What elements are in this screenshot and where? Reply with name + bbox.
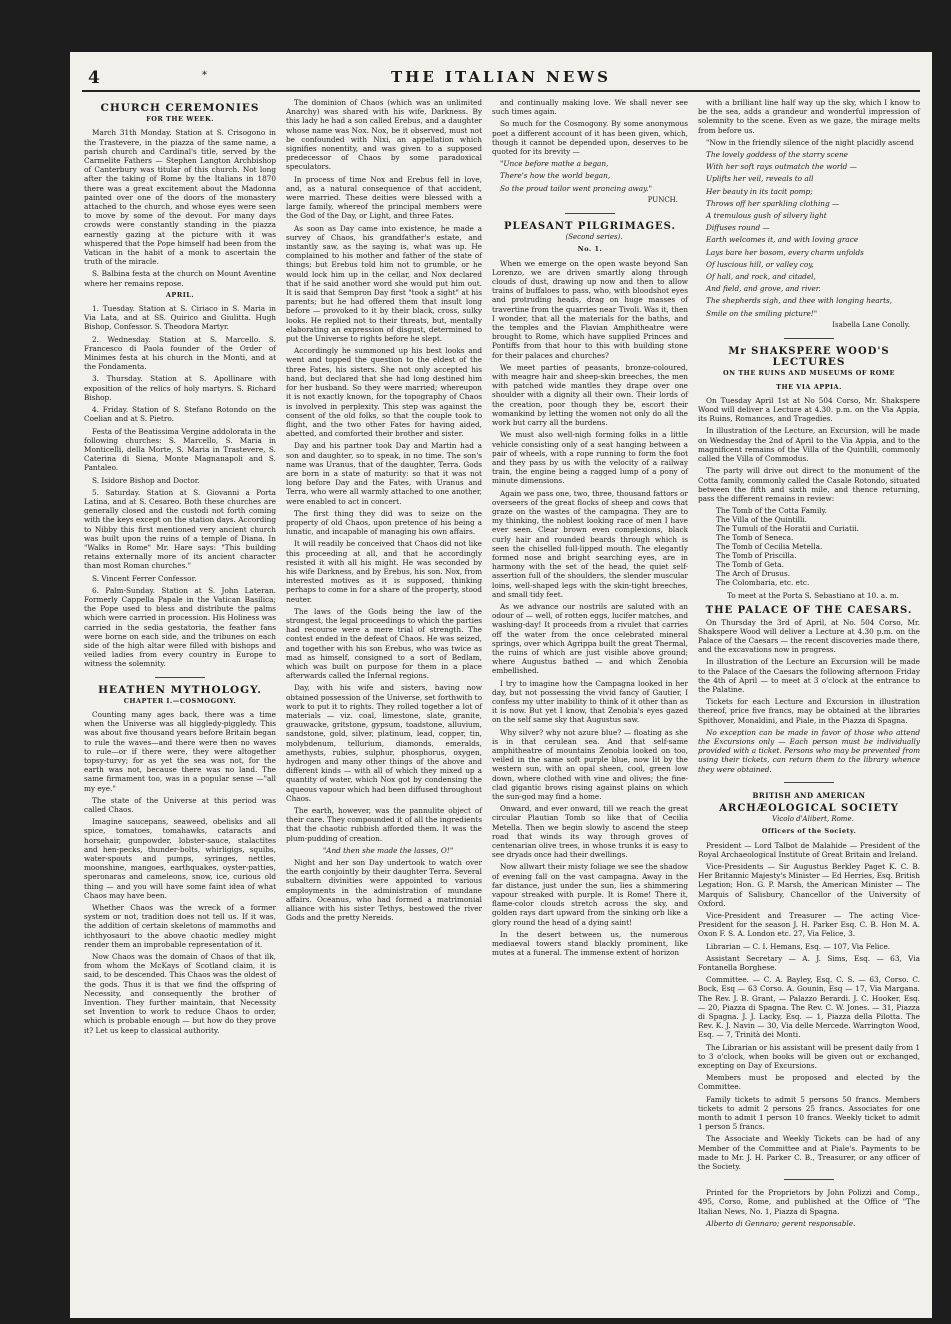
poem-line: Her beauty in its tacit pomp; <box>706 186 813 196</box>
newspaper-title: THE ITALIAN NEWS <box>391 68 611 86</box>
subheading-chapter: CHAPTER I.—COSMOGONY. <box>123 696 237 705</box>
column-4 <box>698 98 920 1231</box>
poem-line: With her soft rays outmatch the world — <box>706 162 857 172</box>
paragraph: 2. Wednesday. Station at S. Marcello. S. Francesco di Paola founder of the Order of Minimes festa at his church in the Monti, and at the Fondamenta. <box>84 334 276 372</box>
paragraph: The Associate and Weekly Tickets can be had of any Member of the Committee and at Piale's. Payments to be made to Mr. J. H. Parker C. B., Treasurer, or any officer of the Society. <box>698 1134 920 1172</box>
article-number: No. 1. <box>577 245 603 254</box>
imprint: Printed for the Proprietors by John Polizzi and Comp., 495, Corso, Rome, and published at the Office of "The Italian News, No. 1, Piazza di Spagna. <box>698 1188 920 1216</box>
paragraph: Counting many ages back, there was a time when the Universe was all higgledy-piggledy. This was about five thousand years before Britain began to rule the waves—and there were then no waves to rule—or if there were, they were altogether topsy-turvy; for as yet the sea was not, for the earth was not, because there was no land. The same firmament too, was in a popular sense —"all my eye." <box>84 709 276 793</box>
masthead-ornament: * <box>202 70 207 81</box>
poem-line: Of hall, and rock, and citadel, <box>706 272 816 282</box>
newspaper-page <box>70 52 932 1318</box>
paragraph: It will readily be conceived that Chaos did not like this proceeding at all, and that he accordingly resisted it with all his might. He was seconded by his wife Darkness, and by Erebus, his son. Nox, from interested motives as it is supposed, thinking perhaps to come in for a share of the property, stood neuter. <box>286 539 482 604</box>
paragraph: As soon as Day came into existence, he made a survey of Chaos, his grandfather's estate, and instantly saw, as the saying is, what was up. He complained to his mother and father of the state of things; but Erebus told him not to grumble, or he would lock him up in the cellar, and Nox declared that if he said another word she would put him out. It is said that Sempron Day first "took a sight" at his parents; but he had offered them that insult long before — provoked to it by their black, cross, sulky looks. He replied not to their threats, but, mentally elaborating an expression of disgust, determined to put the Universe to rights before he slept. <box>286 223 482 344</box>
paragraph: The state of the Universe at this period was called Chaos. <box>84 795 276 815</box>
list-item: The Villa of the Quintilli. <box>716 515 808 525</box>
paragraph: I try to imagine how the Campagna looked in her day, but not possessing the vivid fancy of Gautier, I confess my utter inability to think of it other than as it is now. But yet I know, that Zenobia's eyes gazed on the self same sky that Augustus saw. <box>492 678 688 725</box>
paragraph: When we emerge on the open waste beyond San Lorenzo, we are driven smartly along through clouds of dust, drawing up now and then to allow trains of buffaloes to pass, who, with bloodshot eyes and protruding heads, drag on huge masses of travertine from the quarries near Tivoli. Was it, then I wonder, that all the materials for the baths, and the temples and the Flavian Amphitheatre were brought to Rome, which have supplied Princes and Pontiffs from that hour to this with building stone for their palaces and churches? <box>492 258 688 360</box>
section-divider <box>784 1179 834 1180</box>
paragraph: S. Vincent Ferrer Confessor. <box>92 573 197 583</box>
poem-line: The shepherds sigh, and thee with longing hearts, <box>706 296 893 306</box>
heading-church-ceremonies: CHURCH CEREMONIES <box>100 102 260 114</box>
list-item: The Tomb of Cecilia Metella. <box>716 542 823 552</box>
paragraph: We meet parties of peasants, bronze-coloured, with meagre hair and sheep-skin breeches, the men with patched wide mantles they drape over one shoulder with a dignity all their own. Their lords of the creation, poor though they be, escort their womankind by letting the women not only do all the work but carry all the burdens. <box>492 362 688 428</box>
paragraph: The Librarian or his assistant will be present daily from 1 to 3 o'clock, when books will be given out or exchanged, excepting on Day of Excursions. <box>698 1042 920 1071</box>
paragraph: The dominion of Chaos (which was an unlimited Anarchy) was shared with his wife, Darkness. By this lady he had a son called Erebus, and a daughter whose name was Nox. Nox, be it observed, must not be confounded with Nixi, an appellation which signifies nonentity, and was given to a supposed predecessor of Chaos by some paradoxical speculators. <box>286 98 482 172</box>
poem-line: The lovely goddess of the starry scene <box>706 150 848 160</box>
heading-palace-caesars: THE PALACE OF THE CAESARS. <box>705 605 913 617</box>
poem-line: Uplifts her veil, reveals to all <box>706 174 814 184</box>
quoted-verse: "And then she made the lasses, O!" <box>322 845 454 855</box>
column-1 <box>84 98 276 1038</box>
paragraph: Night and her son Day undertook to watch over the earth conjointly by their daughter Terra. Several subaltern divinities were appointed to various employments in the administration of mundane affairs. Oceanus, who had formed a matrimonial alliance with his sister Tethys, bestowed the river Gods and the pretty Nereids. <box>286 858 482 923</box>
paragraph: President — Lord Talbot de Malahide — President of the Royal Archaeological Institute of Great Britain and Ireland. <box>698 840 920 859</box>
paragraph: Imagine saucepans, seaweed, obelisks and all spice, tomatoes, tomahawks, cataracts and horsehair, gunpowder, lobster-sauce, stalactites and hen-pecks, thunder-bolts, whirligigs, squibs, water-spouts and pumps, syringes, nettles, moonshine, mangoes, earthquakes, oyster-patties, speronaras and cameleons, snow, ice, curious old thing — and you will have some faint idea of what Chaos may have been. <box>84 817 276 900</box>
subheading-via-appia: THE VIA APPIA. <box>776 382 842 391</box>
meeting-note: To meet at the Porta S. Sebastiano at 10. a. m. <box>726 591 900 601</box>
poem-line: Lays bare her bosom, every charm unfolds <box>706 247 864 257</box>
list-item: The Colombaria, etc. etc. <box>716 578 810 588</box>
column-2 <box>286 98 482 925</box>
paragraph: Assistant Secretary — A. J. Sims, Esq. — 63, Via Fontanella Borghese. <box>698 953 920 973</box>
heading-archaeological-society: ARCHÆOLOGICAL SOCIETY <box>719 802 899 814</box>
monument-list <box>716 506 920 587</box>
paragraph: Accordingly he summoned up his best looks and went and topped the question to the eldest of the three Fates, his sisters. She not only accepted his hand, but declared that she had long destined him for her husband. So they were married; whereupon it is not exactly known, for the topography of Chaos is involved in perplexity. This step was against the consent of the old folks, so that the couple took to flight, and the two other Fates for having aided, abetted, and comforted their brother and sister. <box>286 346 482 439</box>
paragraph: We must also well-nigh forming folks in a little vehicle consisting only of a seat hanging between a pair of wheels, with a rope running to form the foot and they pass by us with the velocity of a railway train, the engine being a ragged lump of a pony of minute dimensions. <box>492 430 688 486</box>
poem-line: Diffuses round — <box>706 223 770 233</box>
paragraph: Again we pass one, two, three, thousand fattors or overseers of the great flocks of sheep and cows that graze on the wastes of the campagna. They are to my thinking, the noblest looking race of men I have ever seen. Clear brown even complexions, black curly hair and rounded beards through which is seen the chiselled full-lipped mouth. The elegantly formed nose and bright searching eyes, are in harmony with the set of the head, the quiet self-assertion full of the shoulders, the slender muscular loins, well-shaped legs with the skin-tight breeches, and small tidy feet. <box>492 488 688 599</box>
section-divider <box>565 213 615 214</box>
list-item: The Tomb of Priscilla. <box>716 551 797 561</box>
paragraph: The laws of the Gods being the law of the strongest, the legal proceedings to which the parties had recourse were a mere trial of strength. The contest ended in the defeat of Chaos. He was seized, and together with his son Erebus, who was twice as mad as himself, consigned to a sort of Bedlam, which was built on purpose for them in a place afterwards called the Infernal regions. <box>286 606 483 681</box>
paragraph: and continually making love. We shall never see such times again. <box>492 98 688 117</box>
gerent-responsible: Alberto di Gennaro; gerent responsable. <box>706 1218 856 1228</box>
poem-line: Throws off her sparkling clothing — <box>706 198 840 208</box>
paragraph: S. Balbina festa at the church on Mount Aventine where her remains repose. <box>84 269 276 288</box>
poem-line: A tremulous gush of silvery light <box>706 211 827 221</box>
paragraph: "Now in the friendly silence of the night placidly ascend <box>706 137 914 147</box>
page-number: 4 <box>88 68 100 88</box>
masthead <box>82 68 920 92</box>
paragraph: In illustration of the Lecture, an Excursion, will be made on Wednesday the 2nd of April to the Via Appia, and to the magnificent remains of the Villa of the Quintilli, commonly called the Villa of Commodus. <box>698 426 920 464</box>
paragraph: Tickets for each Lecture and Excursion in illustration thereof, price five francs, may be obtained at the libraries Spithover, Monaldini, and Piale, in the Piazza di Spagna. <box>698 697 920 725</box>
paragraph: Festa of the Beatissima Vergine addolorata in the following churches: S. Marcello, S. Maria in Monticelli, della Morte, S. Maria in Trastevere, S. Caterina di Siena, Monte Magnanapoli and S. Pantaleo. <box>84 426 276 473</box>
paragraph: As we advance our nostrils are saluted with an odour of — well, of rotten eggs, lucifer matches, and washing-day! It proceeds from a rivulet that carries off the water from the once celebrated mineral springs, over which Agrippa built the great Thermal, the ruins of which are just visible above ground; where Augustus bathed — and which Zenobia embellished. <box>492 601 688 676</box>
paragraph: On Tuesday April 1st at No 504 Corso, Mr. Shakspere Wood will deliver a Lecture at 4.30. p.m. on the Via Appia, its Ruins, Romances, and Tragedies. <box>698 395 920 424</box>
paragraph: In the desert between us, the numerous mediaeval towers stand blackly prominent, like mutes at a funeral. The immense extent of horizon <box>492 929 688 958</box>
signature: Isabella Lane Conolly. <box>832 320 910 329</box>
column-3 <box>492 98 688 960</box>
paragraph: Why silver? why not azure blue? — floating as she is in that cerulean sea. And that self-same amphitheatre of mountains Zenobia looked on too, veiled in the same soft purple blue, now lit by the western sun, with an opal sheen, cool, green low down, where clothed with vine and olives; the fine-clad gigantic brows rising against plains on which the sun-god may find a home. <box>492 727 688 802</box>
paragraph: March 31th Monday. Station at S. Crisogono in the Trastevere, in the piazza of the same name, a parish church and Cardinal's title, served by the Carmelite Fathers — Stephen Langton Archbishop of Canterbury was titular of this church. Not long after the taking of Rome by the Italians in 1870 there was a great excitement about the Madonna painted over one of the doors of the monastery attached to the church, and whose eyes were seen to move by some of the devout. For many days crowds were constantly standing in the piazza earnestly gazing at the picture with it was whispered that the Pope himself had been from the Vatican in the habit of a monk to ascertain the truth of the miracle. <box>84 128 276 267</box>
subheading-april: APRIL. <box>165 290 195 299</box>
heading-shakspere-wood: Mr SHAKSPERE WOOD'S <box>728 346 890 358</box>
paragraph: Librarian — C. I. Hemans, Esq. — 107, Via Felice. <box>706 941 891 951</box>
paragraph: 6. Palm-Sunday. Station at S. John Lateran. Formerly Cappella Papale in the Vatican Basilica; the Pope used to bless and distribute the palms which were carried in procession. His Holiness was carried in the sedia gestatoria, the feather fans were borne on each side, and the tribunes on each side of the high altar were filled with bishops and veiled ladies from every country in Europe to witness the solemnity. <box>84 585 276 669</box>
signature: PUNCH. <box>647 195 678 204</box>
paragraph: In process of time Nox and Erebus fell in love, and, as a natural consequence of that accident, were married. These deities were blessed with a large family, whereof the principal members were the God of the Day, or Light, and three Fates. <box>286 174 482 221</box>
paragraph: Vice-President and Treasurer — The acting Vice-President for the season J. H. Parker Esq. C. B. Hon M. A. Oxon F. S. A. London etc. 27, Via Felice, 3. <box>698 911 920 939</box>
list-item: The Tomb of Geta. <box>716 560 784 570</box>
list-item: The Tomb of Seneca. <box>716 533 794 543</box>
subheading-for-the-week: FOR THE WEEK. <box>146 115 214 124</box>
poem-line: Earth welcomes it, and with loving grace <box>706 235 859 245</box>
section-divider <box>784 338 834 339</box>
section-divider <box>784 782 834 783</box>
paragraph: 1. Tuesday. Station at S. Ciriaco in S. Maria in Via Lata, and at SS. Quirico and Giulitta. Hugh Bishop, Confessor. S. Theodora Martyr. <box>84 304 276 332</box>
society-address: Vicolo d'Alibert, Rome. <box>772 815 854 824</box>
paragraph: Whether Chaos was the wreck of a former system or not, tradition does not tell us. If it was, the addition of certain skeletons of mammoths and ichthyosauri to the above chaotic medley might render them an improbable representation of it. <box>84 903 276 949</box>
paragraph: Family tickets to admit 5 persons 50 francs. Members tickets to admit 2 persons 25 francs. Associates for one month to admit 1 person 10 francs. Weekly ticket to admit 1 person 5 francs. <box>698 1094 920 1132</box>
paragraph: In illustration of the Lecture an Excursion will be made to the Palace of the Caesars the following afternoon Friday the 4th of April — to meet at 3 o'clock at the entrance to the Palatine. <box>698 657 920 694</box>
paragraph: The first thing they did was to seize on the property of old Chaos, upon pretence of his being a lunatic, and incapable of managing his own affairs. <box>286 508 482 537</box>
paragraph: On Thursday the 3rd of April, at No. 504 Corso, Mr. Shakspere Wood will deliver a Lecture at 4.30 p.m. on the Palace of the Caesars — the recent discoveries made there, and the excavations now in progress. <box>698 617 920 655</box>
paragraph: Committee. — C. A. Bayley, Esq. C. S. — 63, Corso. C. Bock, Esq — 63 Corso. A. Gounin, Esq — 17, Via Margana. The Rev. J. B. Grant, — Palazzo Berardi. J. C. Hooker, Esq. — 20, Piazza di Spagna. The Rev. C. W. Jones. — 31, Piazza di Spagna. J. J. Lacky, Esq. — 1, Piazza della Pilotta. The Rev. K. J. Navin — 30, Via delle Mercede. Warrington Wood, Esq. — 7, Trinità dei Monti. <box>698 975 920 1040</box>
paragraph: Members must be proposed and elected by the Committee. <box>698 1073 920 1092</box>
poem-line: And field, and grove, and river. <box>706 284 821 294</box>
list-item: The Tomb of the Cotta Family. <box>716 506 827 516</box>
quoted-verse: "Unce before mathe a began, <box>500 159 609 169</box>
series-note: (Second series). <box>565 233 623 242</box>
paragraph: Now Chaos was the domain of Chaos of that ilk, from whom the McKays of Scotland claim, it is said, to be descended. This Chaos was the oldest of the gods. Thus it is that we find the offspring of Necessity, and consequently the brother of Invention. They further maintain, that Necessity set Invention to work to reduce Chaos to order, which is probable enough — but how do they prove it? Let us keep to classical authority. <box>84 952 276 1035</box>
poem-line: Smile on the smiling picture!" <box>706 308 818 318</box>
paragraph: 3. Thursday. Station at S. Apollinare with exposition of the relics of holy martyrs. S. Richard Bishop. <box>84 374 276 402</box>
poem-line: Of luscious hill, or valley coy, <box>706 259 814 269</box>
paragraph: The earth, however, was the pannulite object of their care. They compounded it of all the ingredients that the chaotic rubbish afforded them. It was the plum-pudding of creation. <box>286 806 482 843</box>
paragraph: No exception can be made in favor of those who attend the Excursions only — Each person must be individually provided with a ticket. Persons who may be prevented from using their tickets, can return them to the library whence they were obtained. <box>698 727 920 774</box>
paragraph: Onward, and ever onward, till we reach the great circular Plautian Tomb so like that of Cecilia Metella. Then we begin slowly to ascend the steep road that winds its way through groves of centenarian olive trees, in whose trunks it is easy to see dryads once had their dwellings. <box>492 804 688 860</box>
heading-british-american: BRITISH AND AMERICAN <box>752 790 866 800</box>
heading-lectures: LECTURES <box>772 356 846 369</box>
paragraph: 5. Saturday. Station at S. Giovanni a Porta Latina, and at S. Cesareo. Both these churches are generally closed and the custodi not forth coming with the keys except on the station days. According to Nibby this first mentioned very ancient church was built upon the ruins of a temple of Diana. In "Walks in Rome" Mr. Hare says: "This building retains externally more of its ancient character than most Roman churches." <box>84 487 276 571</box>
paragraph: S. Isidore Bishop and Doctor. <box>92 475 200 485</box>
paragraph: Now allwart their misty foliage we see the shadow of evening fall on the vast campagna. Away in the far distance, just under the sun, lies a shimmering vapour streaked with purple. It is Rome! There it, flame-color clouds stretch across the sky, and golden rays dart upward from the sinking orb like a glory round the head of a dying saint! <box>492 862 688 927</box>
list-item: The Tumuli of the Horatii and Curiatii. <box>716 524 859 534</box>
subheading-officers: Officers of the Society. <box>761 827 857 836</box>
section-divider <box>155 677 205 678</box>
list-item: The Arch of Drusus. <box>716 569 791 579</box>
paragraph: 4. Friday. Station of S. Stefano Rotondo on the Coelian and at S. Pietro. <box>84 405 276 424</box>
paragraph: Vice-Presidents — Sir Augustus Berkley Paget K. C. B. Her Britannic Majesty's Minister — Ed Herries, Esq. British Legation; Hon. G. P. Marsh, the American Minister — The Marquis of Salisbury, Chancellor of the University of Oxford. <box>698 861 920 908</box>
paragraph: The party will drive out direct to the monument of the Cotta family, commonly called the Casale Rotondo, situated between the fifth and sixth mile, and thence returning, pass the different remains in review: <box>698 466 920 503</box>
quoted-verse: There's how the world began, <box>500 171 611 181</box>
subheading-ruins-museums: ON THE RUINS AND MUSEUMS OF ROME <box>722 369 896 378</box>
paragraph: So much for the Cosmogony. By some anonymous poet a different account of it has been given, which, though it cannot be depended upon, deserves to be quoted for its brevity — <box>492 119 688 157</box>
heading-heathen-mythology: HEATHEN MYTHOLOGY. <box>98 683 262 696</box>
quoted-verse: So the proud tailor went prancing away." <box>500 183 652 193</box>
paragraph: Day, with his wife and sisters, having now obtained possession of the Universe, set forthwith to work to put it to rights. They rolled together a lot of materials — viz. coal, limestone, slate, granite, grauwacke, gritstone, gypsum, toadstone, alluvium, sandstone, gold, silver, platinum, lead, copper, tin, molybdenum, tellurium, diamonds, emeralds, amethysts, rubies, sulphur, phosphorus, oxygen, hydrogen and many other things of the above and different kinds — with all of which they mixed up a quantity of water, which Nox got by condensing the aqueous vapour which had been diffused throughout Chaos. <box>286 683 482 803</box>
heading-pleasant-pilgrimages: PLEASANT PILGRIMAGES. <box>503 221 677 233</box>
paragraph: Day and his partner took Day and Martin had a son and daughter, so to speak, in no time. The son's name was Uranus, that of the daughter, Terra. Gods are born in a state of maturity: so that it was not long before Day and the Fates, with Uranus and Terra, who were all warmly attached to one another, were enabled to act in concert. <box>286 441 482 506</box>
paragraph: with a brilliant line half way up the sky, which I know to be the sea, adds a grandeur and wonderful impression of solemnity to the scene. Even as we gaze, the mirage melts from before us. <box>698 98 920 135</box>
